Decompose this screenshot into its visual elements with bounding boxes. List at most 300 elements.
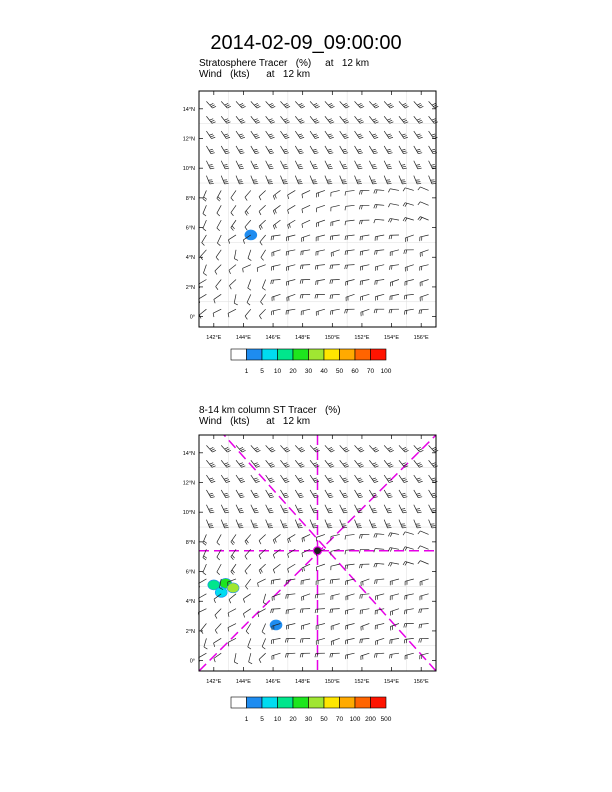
colorbar-swatch (371, 697, 387, 708)
wind-barb-shaft (302, 220, 310, 224)
wind-barb (384, 460, 393, 467)
wind-barb-feather (231, 198, 234, 201)
wind-barb (261, 250, 266, 261)
wind-barb-feather (359, 120, 363, 122)
wind-barb-shaft (316, 265, 325, 266)
wind-barb (310, 161, 318, 169)
wind-barb-feather (418, 105, 422, 107)
wind-barb (360, 235, 369, 240)
wind-barb-shaft (302, 205, 310, 209)
wind-barb-feather (203, 543, 206, 545)
wind-barb-feather (254, 495, 258, 496)
x-tick-label: 154°E (384, 335, 400, 341)
wind-barb (390, 638, 399, 644)
wind-barb-feather (330, 295, 331, 299)
wind-barb-feather (343, 166, 347, 167)
wind-barb (390, 609, 399, 616)
wind-barb-shaft (200, 250, 206, 257)
wind-barb-feather (329, 480, 333, 481)
wind-barb-feather (217, 542, 220, 545)
wind-barb-feather (209, 493, 213, 494)
wind-barb-shaft (420, 202, 428, 206)
wind-barb-shaft (429, 176, 432, 184)
wind-barb-feather (361, 535, 362, 539)
wind-barb (361, 653, 370, 660)
wind-barb-feather (374, 654, 375, 658)
wind-barb-feather (421, 639, 422, 643)
wind-barb-feather (374, 205, 375, 209)
wind-barb (272, 294, 281, 301)
wind-barb (266, 505, 274, 513)
wind-barb-shaft (262, 280, 265, 288)
wind-barb-feather (299, 512, 303, 513)
wind-barb-feather (343, 119, 347, 121)
wind-barb-shaft (399, 520, 402, 528)
wind-barb-shaft (272, 309, 281, 311)
wind-barb (259, 205, 266, 215)
wind-barb-feather (402, 151, 406, 152)
wind-barb (369, 116, 378, 123)
wind-barb-feather (360, 595, 361, 599)
wind-barb-shaft (202, 235, 207, 243)
wind-barb (360, 250, 369, 256)
wind-barb-shaft (251, 445, 257, 452)
wind-barb-feather (358, 168, 362, 169)
wind-barb-feather (302, 265, 303, 269)
wind-barb-feather (232, 555, 235, 558)
wind-barb (361, 624, 369, 631)
wind-barb-feather (390, 466, 394, 468)
wind-barb-feather (358, 151, 362, 152)
y-tick-label: 8°N (185, 195, 195, 202)
wind-barb-feather (388, 120, 392, 122)
wind-barb-feather (388, 151, 392, 152)
wind-barb-feather (272, 450, 276, 452)
wind-barb (251, 176, 258, 184)
wind-barb-shaft (214, 294, 221, 299)
wind-barb-feather (357, 509, 361, 510)
wind-barb-feather (373, 512, 377, 513)
y-tick-label: 6°N (185, 569, 195, 576)
wind-barb-feather (269, 151, 273, 152)
tracer-patch (227, 583, 239, 593)
wind-barb-feather (401, 493, 405, 494)
wind-barb (414, 116, 423, 123)
wind-barb-feather (273, 280, 274, 284)
wind-barb (248, 638, 251, 649)
wind-barb-feather (273, 609, 274, 613)
wind-barb-shaft (261, 294, 266, 301)
wind-barb (216, 250, 221, 260)
colorbar-swatch (324, 697, 340, 708)
wind-barb-feather (254, 447, 258, 449)
wind-barb-feather (254, 166, 258, 167)
wind-barb-shaft (217, 205, 221, 213)
wind-barb (315, 265, 325, 270)
y-tick-label: 8°N (185, 539, 195, 546)
wind-barb-feather (388, 103, 392, 105)
wind-barb (384, 146, 392, 154)
wind-barb-feather (273, 196, 274, 200)
wind-barb-feather (217, 572, 220, 575)
wind-barb (203, 220, 207, 231)
wind-barb (300, 638, 310, 642)
wind-barb-feather (211, 105, 215, 107)
wind-barb (236, 161, 244, 169)
wind-barb (384, 520, 391, 528)
wind-barb (236, 475, 245, 482)
wind-barb-feather (374, 309, 375, 313)
wind-barb-shaft (369, 445, 375, 452)
wind-barb (310, 101, 320, 108)
wind-barb-feather (390, 122, 394, 124)
wind-barb (361, 294, 370, 300)
wind-barb-feather (223, 165, 227, 166)
wind-barb (399, 505, 407, 513)
wind-barb-feather (358, 480, 362, 481)
wind-barb-feather (285, 497, 289, 498)
wind-barb (280, 146, 288, 154)
wind-barb (261, 294, 266, 304)
wind-barb (414, 475, 423, 482)
wind-barb-shaft (228, 609, 236, 613)
wind-barb-shaft (243, 265, 251, 269)
wind-barb (384, 505, 392, 513)
wind-barb-shaft (295, 176, 298, 184)
wind-barb-feather (240, 168, 244, 169)
wind-barb (429, 520, 436, 528)
wind-barb-shaft (375, 250, 384, 251)
wind-barb-feather (298, 134, 302, 135)
wind-barb-feather (358, 119, 362, 121)
wind-barb (345, 534, 354, 539)
wind-barb-feather (300, 137, 304, 138)
wind-barb (228, 624, 236, 632)
wind-barb-feather (210, 480, 214, 481)
wind-barb-shaft (295, 101, 301, 108)
wind-barb (316, 280, 325, 286)
wind-barb-feather (372, 509, 376, 510)
wind-barb-feather (215, 271, 217, 274)
wind-barb (266, 146, 274, 154)
wind-barb (272, 265, 281, 271)
wind-barb-feather (212, 450, 216, 452)
wind-barb-shaft (259, 534, 266, 540)
chart-panel-2 (183, 435, 438, 723)
wind-barb-feather (283, 165, 287, 166)
wind-barb-feather (402, 510, 406, 511)
wind-barb (355, 101, 365, 108)
wind-barb (419, 624, 429, 629)
wind-barb (262, 638, 265, 649)
wind-barb-feather (374, 464, 378, 466)
wind-barb-feather (343, 103, 347, 105)
wind-barb-shaft (420, 579, 429, 582)
wind-barb (325, 460, 334, 467)
wind-barb-shaft (316, 280, 325, 282)
wind-barb-feather (231, 228, 234, 231)
wind-barb-feather (389, 449, 393, 451)
wind-barb (257, 265, 265, 272)
wind-barb-feather (329, 512, 333, 513)
wind-barb-shaft (229, 594, 236, 600)
wind-barb-feather (216, 257, 219, 260)
wind-barb (280, 101, 290, 108)
wind-barb (273, 205, 280, 214)
wind-barb (414, 131, 423, 138)
wind-barb-shaft (273, 564, 280, 569)
wind-barb-feather (268, 165, 272, 166)
wind-barb-feather (300, 294, 301, 298)
wind-barb-shaft (199, 579, 207, 583)
colorbar-label: 1 (244, 368, 249, 375)
wind-barb-shaft (360, 638, 369, 639)
wind-barb-feather (256, 122, 260, 124)
wind-barb-feather (271, 481, 275, 482)
wind-barb-feather (361, 205, 362, 209)
wind-barb (359, 190, 369, 194)
wind-barb (248, 250, 251, 261)
wind-barb (419, 309, 429, 314)
wind-barb-feather (388, 447, 392, 449)
wind-barb (418, 546, 429, 550)
wind-barb (206, 520, 213, 528)
wind-barb-shaft (331, 638, 339, 641)
wind-barb (310, 131, 319, 138)
wind-barb-feather (271, 122, 275, 124)
wind-barb-feather (241, 153, 245, 154)
wind-barb-feather (240, 512, 244, 513)
wind-barb-feather (328, 510, 332, 511)
wind-barb-feather (418, 187, 420, 190)
x-tick-label: 152°E (354, 679, 370, 685)
wind-barb-feather (243, 240, 244, 244)
wind-barb (231, 220, 236, 230)
wind-barb-feather (390, 450, 394, 452)
wind-barb (206, 460, 215, 467)
wind-barb-feather (420, 217, 422, 220)
wind-barb (266, 490, 274, 498)
wind-barb (325, 176, 332, 184)
wind-barb-feather (332, 580, 333, 584)
wind-barb-feather (302, 568, 303, 572)
wind-barb (369, 490, 377, 498)
wind-barb-shaft (199, 294, 207, 299)
wind-barb-shaft (399, 445, 405, 452)
wind-barb (251, 101, 261, 108)
wind-barb-feather (241, 481, 245, 482)
wind-barb (221, 176, 228, 184)
wind-barb-feather (225, 136, 229, 137)
y-tick-label: 10°N (182, 510, 195, 517)
wind-barb-feather (297, 509, 301, 510)
wind-barb-feather (246, 540, 248, 543)
wind-barb-shaft (331, 594, 340, 596)
wind-barb (245, 564, 251, 574)
wind-barb (374, 205, 384, 209)
wind-barb-shaft (302, 534, 310, 538)
wind-barb (399, 490, 407, 498)
wind-barb (403, 188, 414, 191)
wind-barb (217, 564, 221, 575)
wind-barb-shaft (361, 294, 370, 296)
wind-barb (310, 475, 319, 482)
wind-barb (429, 161, 437, 169)
wind-barb (418, 531, 429, 535)
wind-barb (221, 146, 229, 154)
wind-barb-feather (359, 205, 360, 209)
wind-barb-feather (300, 653, 301, 657)
wind-barb-feather (210, 495, 214, 496)
wind-barb-feather (312, 509, 316, 510)
wind-barb (369, 445, 379, 452)
wind-barb (300, 294, 310, 298)
wind-barb-shaft (390, 280, 399, 283)
wind-barb (295, 445, 305, 452)
wind-barb-feather (285, 105, 289, 107)
wind-barb-feather (226, 449, 230, 451)
wind-barb-feather (284, 510, 288, 511)
wind-barb-feather (232, 540, 235, 543)
wind-barb-feather (332, 280, 333, 284)
wind-barb-shaft (203, 220, 207, 228)
wind-barb-feather (298, 463, 302, 465)
wind-barb-feather (268, 493, 272, 494)
wind-barb (221, 101, 231, 108)
wind-barb-feather (229, 270, 231, 274)
wind-barb-feather (389, 153, 393, 154)
wind-barb-feather (298, 478, 302, 479)
wind-barb-feather (358, 136, 362, 137)
wind-barb-shaft (245, 579, 250, 586)
wind-barb-shaft (361, 265, 370, 267)
wind-barb-feather (359, 105, 363, 107)
wind-barb-shaft (361, 653, 370, 656)
wind-barb-feather (249, 662, 252, 664)
x-tick-label: 156°E (413, 679, 429, 685)
wind-barb-feather (314, 136, 318, 137)
wind-barb-shaft (420, 250, 428, 253)
wind-barb (330, 609, 340, 613)
wind-barb (286, 594, 296, 599)
wind-barb (310, 176, 317, 184)
wind-barb (389, 235, 399, 239)
wind-barb (355, 116, 364, 123)
wind-barb (301, 309, 310, 315)
wind-barb-feather (259, 316, 261, 319)
wind-barb-feather (317, 265, 318, 269)
wind-barb-feather (327, 509, 331, 510)
wind-barb (259, 220, 266, 230)
wind-barb-feather (344, 136, 348, 137)
wind-barb-feather (209, 509, 213, 510)
wind-barb-shaft (375, 219, 384, 220)
wind-barb-shaft (384, 101, 390, 108)
wind-barb-shaft (217, 564, 221, 572)
wind-barb-feather (391, 309, 392, 313)
wind-barb-feather (372, 165, 376, 166)
wind-barb-feather (299, 495, 303, 496)
wind-barb-feather (286, 106, 290, 108)
wind-barb-feather (315, 295, 316, 299)
wind-barb-feather (275, 224, 276, 228)
wind-barb-feather (211, 464, 215, 466)
wind-barb-feather (212, 466, 216, 468)
wind-barb-feather (273, 226, 274, 230)
wind-barb (419, 609, 429, 613)
wind-barb-feather (259, 555, 261, 559)
wind-barb-feather (300, 464, 304, 466)
wind-barb (399, 176, 406, 184)
wind-barb-shaft (414, 520, 417, 528)
wind-barb (215, 609, 221, 619)
wind-barb (369, 475, 378, 482)
wind-barb (300, 280, 310, 284)
wind-barb-shaft (361, 579, 369, 582)
wind-barb-feather (284, 480, 288, 481)
wind-barb (399, 520, 406, 528)
wind-barb-feather (203, 572, 206, 574)
wind-barb-feather (313, 103, 317, 105)
wind-barb-feather (373, 103, 377, 105)
wind-barb-feather (256, 137, 260, 138)
wind-barb-shaft (390, 638, 399, 640)
wind-barb-feather (376, 534, 377, 538)
wind-barb (359, 534, 369, 538)
wind-barb-feather (209, 134, 213, 135)
wind-barb-feather (345, 137, 349, 138)
wind-barb (288, 190, 296, 198)
wind-barb-feather (261, 569, 263, 573)
wind-barb-feather (299, 480, 303, 481)
wind-barb-feather (405, 218, 407, 221)
wind-barb (345, 609, 354, 615)
wind-barb (316, 190, 325, 197)
wind-barb-shaft (429, 101, 435, 108)
colorbar-label: 10 (273, 368, 282, 375)
wind-barb-shaft (376, 638, 385, 641)
wind-barb-feather (283, 134, 287, 135)
wind-barb-feather (313, 447, 317, 449)
wind-barb (245, 190, 251, 200)
wind-barb-feather (226, 481, 230, 482)
wind-barb (331, 205, 340, 211)
wind-barb-shaft (246, 624, 251, 632)
wind-barb-feather (300, 481, 304, 482)
wind-barb (310, 520, 317, 528)
wind-barb-feather (403, 547, 405, 550)
wind-barb (259, 190, 266, 200)
wind-barb (403, 532, 414, 535)
wind-barb-feather (240, 480, 244, 481)
wind-barb-shaft (272, 653, 281, 656)
wind-barb-shaft (310, 520, 313, 528)
wind-barb-feather (432, 119, 436, 121)
wind-barb (405, 594, 414, 600)
wind-barb-feather (416, 509, 420, 510)
wind-barb-feather (389, 497, 393, 498)
wind-barb-feather (418, 561, 420, 564)
wind-barb (251, 161, 259, 169)
wind-barb-feather (284, 136, 288, 137)
wind-barb (384, 116, 393, 123)
wind-barb-feather (259, 541, 261, 545)
wind-barb-feather (387, 166, 391, 167)
wind-barb-feather (404, 295, 405, 299)
wind-barb-feather (313, 463, 317, 465)
wind-barb-feather (302, 194, 303, 198)
wind-barb-feather (232, 226, 235, 229)
